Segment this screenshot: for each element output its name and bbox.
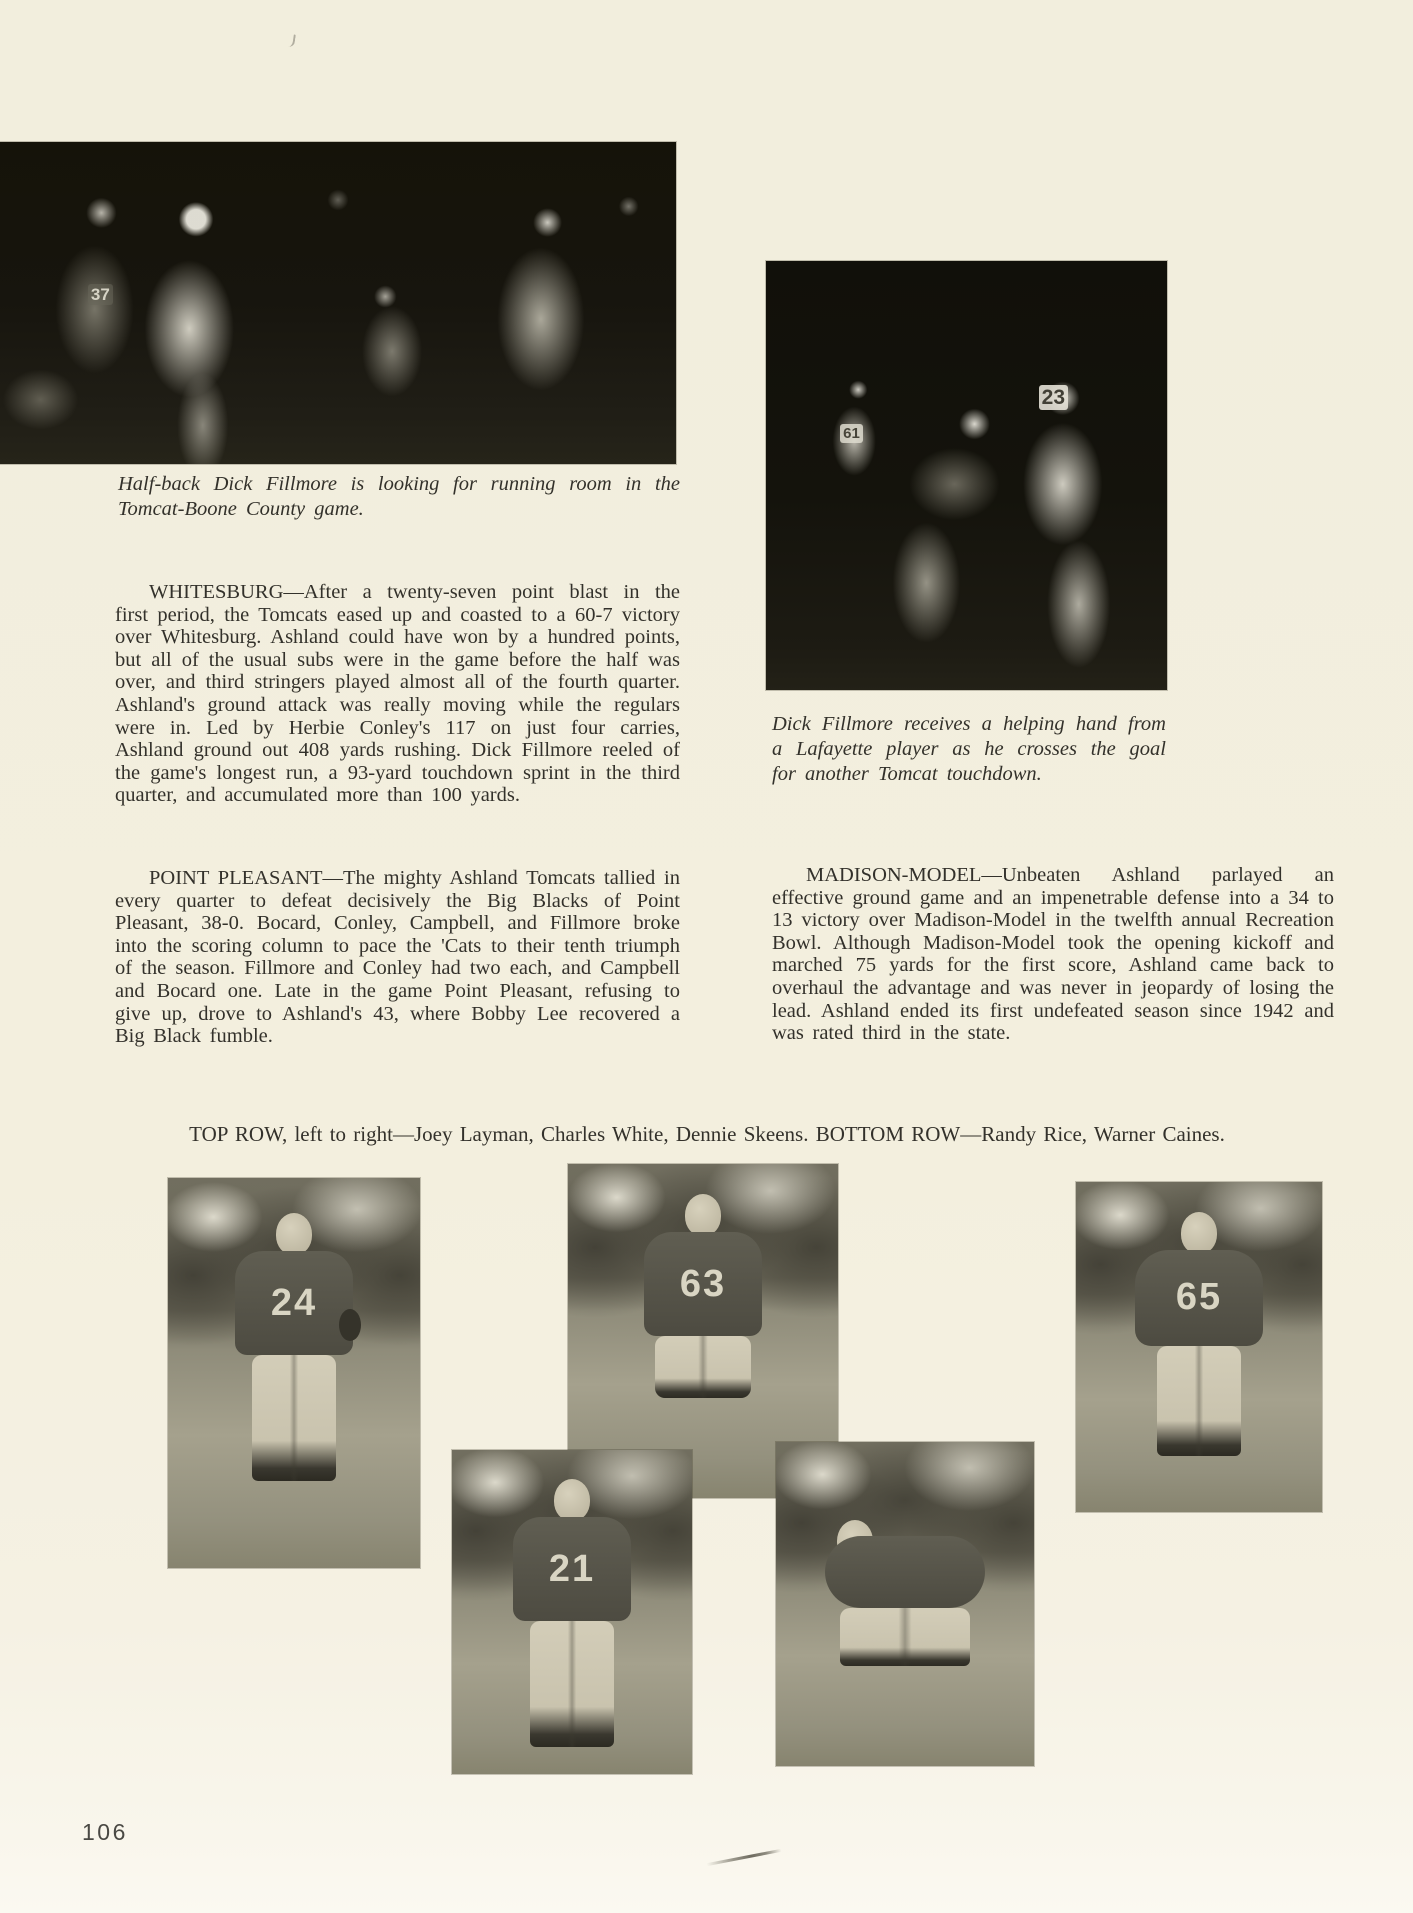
football-icon [339, 1309, 361, 1341]
player-jersey [513, 1517, 631, 1621]
pen-scribble-mark [706, 1849, 781, 1866]
jersey-number-61: 61 [840, 424, 863, 443]
player-legs [840, 1608, 970, 1666]
game-photo-boone-county [0, 142, 676, 464]
player-figure [235, 1213, 353, 1481]
scan-speck-mark [285, 33, 296, 47]
jersey-number-24: 24 [270, 1281, 318, 1324]
player-jersey [644, 1232, 762, 1336]
player-figure [513, 1479, 631, 1747]
caption-boone-county-photo: Half-back Dick Fillmore is looking for running room in the Tomcat-Boone County game. [118, 473, 680, 520]
caption-lafayette-photo: Dick Fillmore receives a helping hand from a Lafayette player as he crosses the goal for another Tomcat touchdown. [772, 713, 1166, 785]
player-head [554, 1479, 590, 1521]
jersey-number-23: 23 [1039, 385, 1068, 410]
page-number: 106 [82, 1819, 128, 1845]
player-legs [1157, 1346, 1241, 1456]
jersey-number-37: 37 [88, 284, 113, 305]
article-point-pleasant: POINT PLEASANT—The mighty Ashland Tomcats tallied in every quarter to defeat decisively the Big Blacks of Point Pleasant, 38-0. Bocard, Conley, Campbell, and Fillmore broke into the scoring column to pace the 'Cats to their tenth triumph of the season. Fillmore and Conley had two each, and Campbell and Bocard one. Late in the game Point Pleasant, refusing to give up, drove to Ashland's 43, where Bobby Lee recovered a Big Black fumble. [115, 867, 680, 1048]
jersey-number-21: 21 [548, 1547, 596, 1590]
player-jersey [1135, 1250, 1263, 1346]
portrait-photo-joey-layman [168, 1178, 420, 1568]
player-legs [530, 1621, 614, 1747]
jersey-number-65: 65 [1175, 1276, 1223, 1319]
jersey-number-63: 63 [679, 1262, 727, 1305]
player-head [685, 1194, 721, 1236]
portrait-photo-warner-caines [776, 1442, 1034, 1766]
player-legs [655, 1336, 751, 1398]
portraits-row-caption: TOP ROW, left to right—Joey Layman, Charles White, Dennie Skeens. BOTTOM ROW—Randy Rice, Warner Caines. [189, 1122, 1225, 1146]
player-jersey [825, 1536, 985, 1608]
article-whitesburg: WHITESBURG—After a twenty-seven point blast in the first period, the Tomcats eased up and coasted to a 60-7 victory over Whitesburg. Ashland could have won by a hundred points, but all of the usual subs were in the game before the half was over, and third stringers played almost all of the fourth quarter. Ashland's ground attack was really moving while the regulars were in. Led by Herbie Conley's 117 on just four carries, Ashland ground out 408 yards rushing. Dick Fillmore reeled of the game's longest run, a 93-yard touchdown sprint in the third quarter, and accumulated more than 100 yards. [115, 581, 680, 807]
game-photo-lafayette [766, 261, 1167, 690]
player-legs [252, 1355, 336, 1481]
player-figure [825, 1520, 985, 1666]
player-head [1181, 1212, 1217, 1254]
player-figure [644, 1194, 762, 1398]
article-madison-model: MADISON-MODEL—Unbeaten Ashland parlayed an effective ground game and an impenetrable defense into a 34 to 13 victory over Madison-Model in the twelfth annual Recreation Bowl. Although Madison-Model took the opening kickoff and marched 75 yards for the first score, Ashland came back to overhaul the advantage and was never in jeopardy of losing the lead. Ashland ended its first undefeated season since 1942 and was rated third in the state. [772, 864, 1334, 1045]
player-figure [1135, 1212, 1263, 1456]
portrait-photo-dennie-skeens [1076, 1182, 1322, 1512]
player-head [276, 1213, 312, 1255]
player-jersey [235, 1251, 353, 1355]
portrait-photo-randy-rice [452, 1450, 692, 1774]
